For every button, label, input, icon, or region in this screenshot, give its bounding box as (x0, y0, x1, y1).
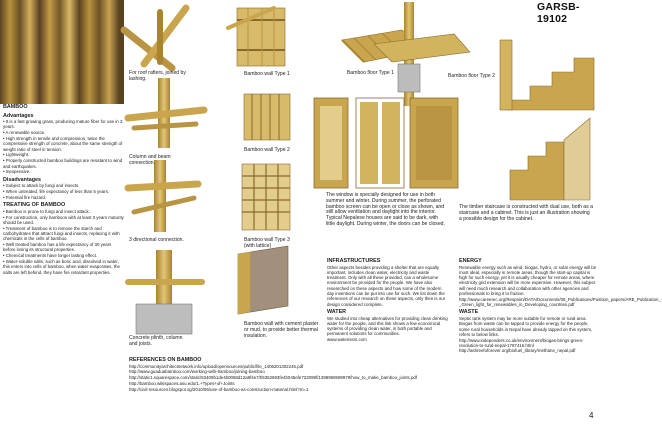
concrete-plinth-drawing (128, 250, 202, 334)
treating-item: • Bamboo is prone to fungi and insect attack. (3, 208, 90, 214)
references-title: REFERENCES ON BAMBOO (129, 357, 202, 363)
cabinet-staircase-drawing (504, 118, 594, 200)
caption-plaster-wall: Bamboo wall with cement plaster or mud, to provide better thermal insulation. (244, 321, 319, 339)
disadvantage-item: • Subject to attack by fungi and insects. (3, 183, 80, 189)
roof-rafters-drawing (124, 8, 186, 68)
caption-3-directional: 3 directional connection. (129, 237, 184, 243)
disadvantages-title: Disadvantages (3, 176, 42, 183)
advantages-title: Advantages (3, 112, 34, 119)
caption-roof-rafters: For roof rafters, joined by lashing. (129, 70, 186, 82)
caption-column-beam: Column and beam connection. (129, 154, 171, 166)
floor-type2-drawing (374, 2, 470, 106)
wall-type1-drawing (228, 8, 285, 66)
water-title: WATER (327, 308, 347, 315)
advantage-item: • Inexpensive. (3, 169, 31, 175)
treating-item: • Treatment of bamboo is to remove the starch and carbohydrates that attract fungi and insects, replacing it with chemicals in the cells of bamboo. (3, 225, 120, 242)
advantage-item: • Lightweight. (3, 152, 30, 158)
plaster-wall-drawing (238, 246, 288, 314)
references-section (129, 355, 418, 393)
reference-link[interactable]: http://static1.squarespace.com/static/53409b1de4b0058d12a8f4e7/t/5362693fe4b045efe722099f/1398958599979/how_to_make_bamboo_joints.pdf (129, 375, 418, 381)
water-link[interactable]: www.waterissm.com (327, 337, 367, 343)
caption-wall-type2: Bamboo wall Type 2 (244, 147, 290, 153)
bamboo-title: BAMBOO (3, 104, 28, 110)
caption-wall-type1: Bamboo wall Type 1 (244, 71, 290, 77)
infrastructures-body: Other aspects besides providing a shelter that are equally important, includes clean water, electricity and waste treatment. Only with all these provided, can a wholesome environment be provided for the people. We have also researched on these aspects and how some of the modern day inventions can be put into use for such. We list down the references of our research on these aspects, only then is our design considered complete. (327, 264, 446, 307)
caption-window: The window is specially designed for use in both summer and winter. During summer, the perforated bamboo screen can be open or close as shown, and still allow ventilation and daylight into the interior. Typical Nepalese houses are said to be dark, with little daylight. During winter, the doors can be closed. (326, 192, 445, 227)
advantage-item: • Properly constructed bamboo buildings are resistant to wind and earthquakes. (3, 158, 123, 169)
reference-link[interactable]: http://bamboo.wikispaces.asu.edu/1.+Types+of+Joints (129, 380, 235, 386)
document-code: GARSB-19102 (537, 1, 580, 25)
waste-title: WASTE (459, 309, 479, 316)
advantage-item: • High strength in tensile and compression, twice the compressive strength of concrete, about the same strength of weight ratio of steel in tension. (3, 136, 123, 152)
reference-link[interactable]: http://communityarchitectnetwork.info/upload/opensources/public/file_1406201302245.pdf (129, 363, 304, 369)
treating-item: • Well treated bamboo has a life expectancy of 30 years before losing its structural properties. (3, 242, 112, 253)
wall-type2-drawing (244, 94, 290, 140)
disadvantage-item: • Potential fire hazard. (3, 194, 47, 200)
caption-floor-type2: Bamboo floor Type 2 (448, 73, 495, 79)
page-number: 4 (589, 411, 594, 420)
treating-item: • Chemical treatments have longer lasting effect. (3, 253, 98, 259)
waste-body: Septic tank system may be more suitable for remote or rural area. Biogas from waste can be tapped to provide energy for the people, some rural households in Nepal have already tapped on this system, refers to below links. (459, 316, 593, 337)
reference-link[interactable]: http://civil-resources.blogspot.sg/2010/06/use-of-bamboo-as-construction-material.html?m=1 (129, 386, 309, 392)
wall-type3-drawing (242, 164, 290, 230)
energy-section (459, 256, 662, 354)
advantage-item: • It is a fast growing grass, producing mature fiber for use in 3 years. (3, 119, 123, 130)
reference-link[interactable]: http://www.guaduabamboo.com/working-with-bamboo/joining-bamboo (129, 369, 265, 375)
caption-plinth: Concrete plinth, column and joists. (129, 335, 183, 347)
energy-links[interactable]: http://www.careerec.org/Respnim/DATA/Documents/06_Publications/Position_papers/ARE_Publication_-_Green_light_for_renewables_in_Developing_countries.pdf (459, 296, 662, 308)
bamboo-header-photo (0, 0, 124, 104)
window-drawings (314, 98, 458, 188)
caption-floor-type1: Bamboo floor Type 1 (347, 70, 394, 76)
treating-item: • Water-soluble salts, such as boric acid, dissolved in water, this enters into cells of bamboo, when water evaporates, the salts are left behind, they have fire retardant properties. (3, 258, 120, 275)
caption-wall-type3: Bamboo wall Type 3 (with lattice) (244, 237, 290, 249)
water-body: We studied into cheap alternatives for providing clean drinking water for the people, and this link shows a few economical systems of providing clean water, in both portable and permanent solutions for communities. (327, 315, 448, 337)
caption-staircase: The timber staircase is constructed with dual use, both as a staircase and a cabinet. This is just an illustration showing a possible design for the cabinet. (459, 204, 593, 222)
treating-title: TREATING OF BAMBOO (3, 202, 66, 209)
disadvantage-item: • When untreated, life expectancy of less than 5 years. (3, 189, 109, 195)
infrastructures-title: INFRASTRUCTURES (327, 258, 381, 264)
upper-staircase-drawing (484, 30, 594, 110)
advantage-item: • A renewable source. (3, 130, 46, 136)
column-beam-drawing (128, 78, 204, 148)
treating-item: • For construction, only bamboos with at least 3 years maturity should be used. (3, 214, 124, 225)
energy-title: ENERGY (459, 258, 482, 264)
three-directional-drawing (128, 160, 198, 232)
waste-links[interactable]: http://www.independent.co.uk/environment/biogas-brings-green-revolution-to-rural-nepal-1797416.html http://ashreefoforever.org/biofuel_library/methane_nepal.pdf (459, 337, 584, 354)
infrastructures-section (327, 256, 449, 343)
bamboo-section (3, 102, 124, 275)
energy-body: Renewable energy such as wind, biogas, hydro, or solar energy will be most ideal, especially in remote areas, though the start-up capital is high for such energy, yet it is usually cheaper for remote areas, where electricity grid extension will be more expensive. However, this subject will need much research and collaboration with other agencies and professionals to bring it to fruition. (459, 264, 597, 297)
